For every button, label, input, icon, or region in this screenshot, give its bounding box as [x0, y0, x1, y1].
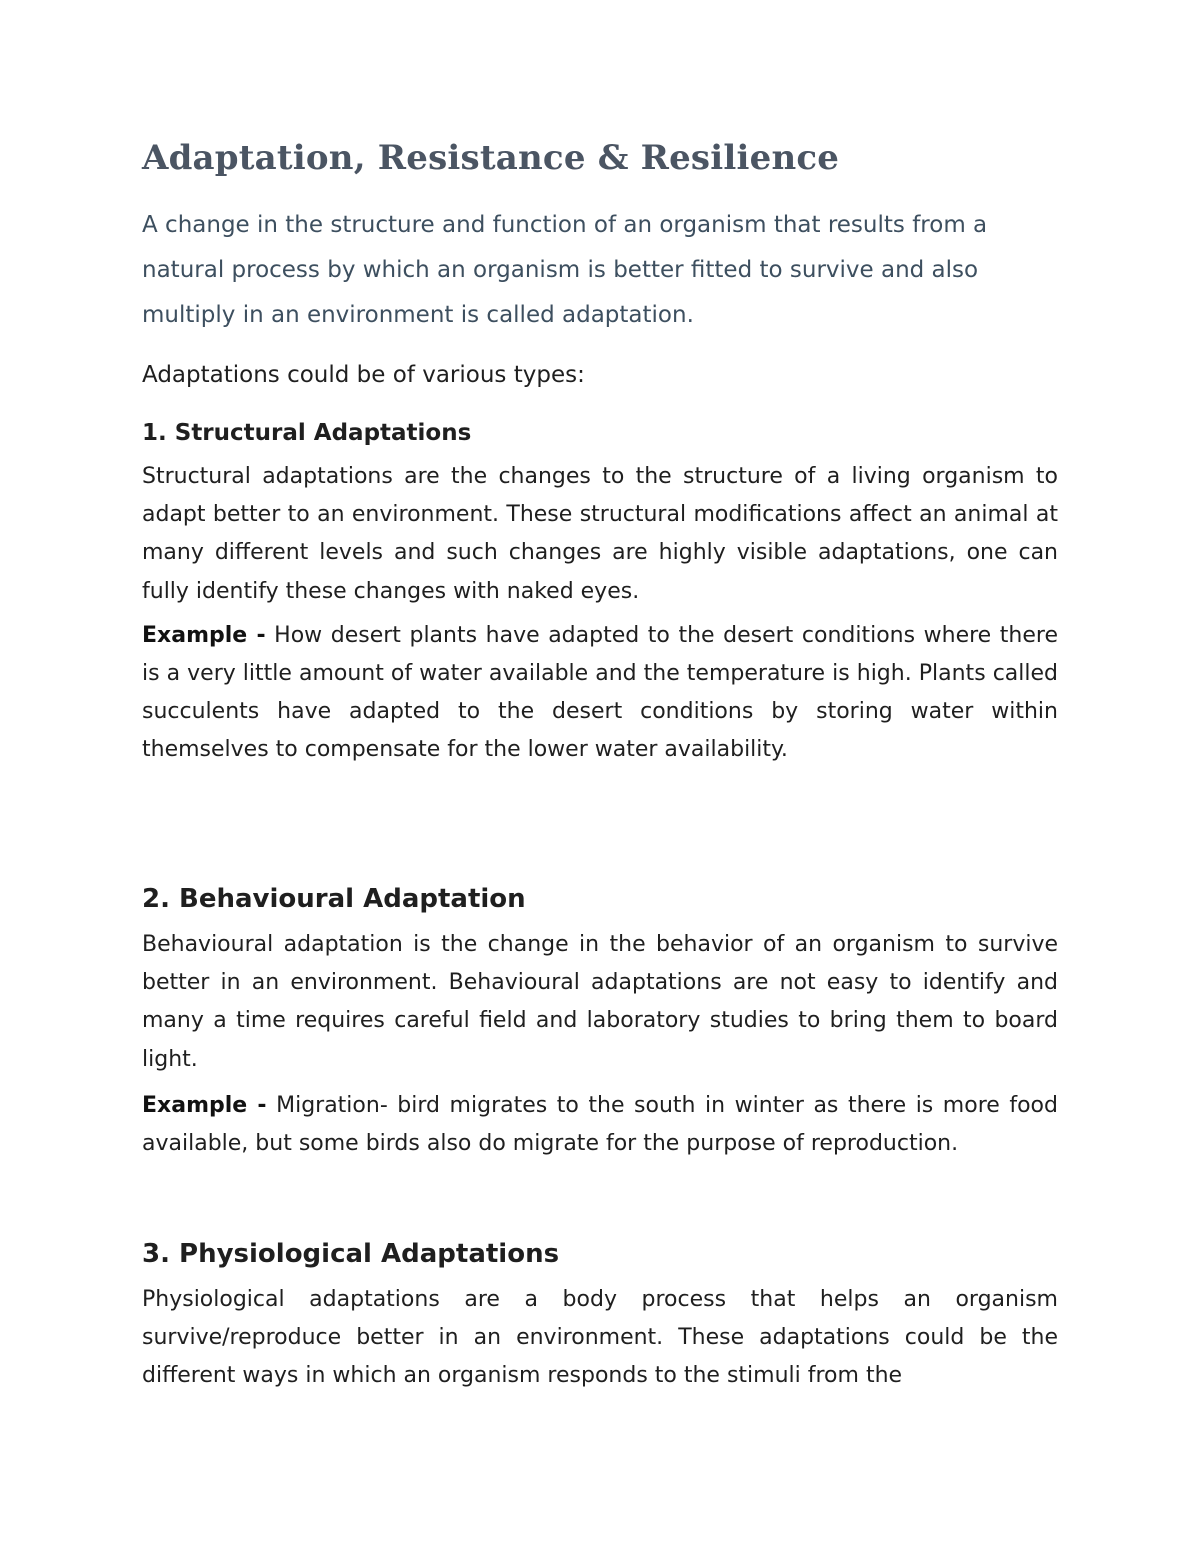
types-lead-text: Adaptations could be of various types:	[142, 362, 585, 388]
example-label: Example -	[142, 622, 266, 648]
section-heading: 1. Structural Adaptations	[142, 420, 472, 446]
example-text: How desert plants have adapted to the desert conditions where there is a very little amount of water available and the temperature is high. Plants called succulents have adapted to the desert conditions by storing water within themselves to compensate for the lower water availability.	[142, 622, 1058, 763]
section-heading: 2. Behavioural Adaptation	[142, 884, 526, 914]
example-label: Example -	[142, 1092, 267, 1118]
example-paragraph	[142, 617, 1058, 770]
section-heading: 3. Physiological Adaptations	[142, 1239, 560, 1269]
example-paragraph	[142, 1087, 1058, 1163]
example-text: Migration- bird migrates to the south in winter as there is more food available, but some birds also do migrate for the purpose of reproduction.	[142, 1092, 1058, 1157]
document-title: Adaptation, Resistance & Resilience	[142, 138, 840, 178]
section-body: Physiological adaptations are a body process that helps an organism survive/reproduce better in an environment. These adaptations could be the different ways in which an organism responds to the stimuli from the	[142, 1287, 1058, 1389]
intro-paragraph: A change in the structure and function of an organism that results from a natural process by which an organism is better fitted to survive and also multiply in an environment is called adaptation.	[142, 212, 988, 328]
section-physiological-adaptations	[142, 1235, 1058, 1396]
section-body: Structural adaptations are the changes to the structure of a living organism to adapt better to an environment. These structural modifications affect an animal at many different levels and such changes are highly visible adaptations, one can fully identify these changes with naked eyes.	[142, 464, 1058, 604]
section-body: Behavioural adaptation is the change in the behavior of an organism to survive better in an environment. Behavioural adaptations are not easy to identify and many a time requires careful field and laboratory studies to bring them to board light.	[142, 932, 1058, 1072]
section-structural-adaptations	[142, 414, 1058, 770]
section-behavioural-adaptation	[142, 880, 1058, 1163]
